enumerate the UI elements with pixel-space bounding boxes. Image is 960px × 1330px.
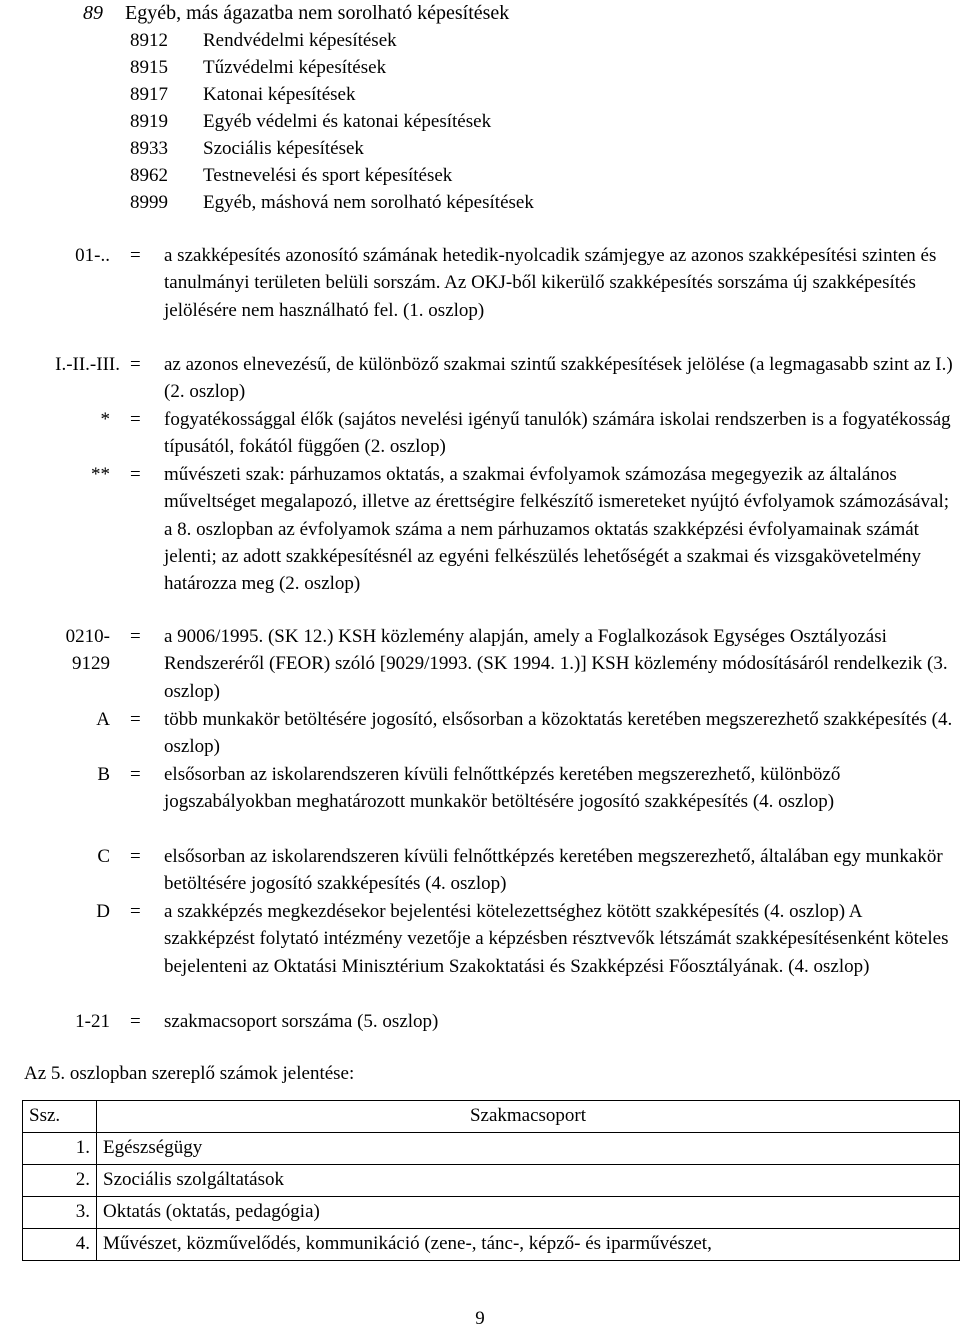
legend-text: elsősorban az iskolarendszeren kívüli felnőttképzés keretében megszerezhető, különböző jogszabályokban meghatározott munkakör betöltésére jogosító szakképesítés (4. oszlop) (164, 764, 841, 813)
sub-item-code: 8933 (130, 138, 168, 159)
sub-item-label: Katonai képesítések (203, 84, 356, 105)
legend-text: több munkakör betöltésére jogosító, elsősorban a közoktatás keretében megszerezhető szakképesítés (4. oszlop) (164, 709, 953, 758)
legend-equals: = (130, 245, 141, 266)
legend-key: D (96, 901, 110, 922)
legend-key: B (97, 764, 110, 785)
legend-equals: = (130, 764, 141, 785)
column-header-number: Ssz. (23, 1101, 97, 1133)
sub-item-code: 8962 (130, 165, 168, 186)
legend-text: a szakképesítés azonosító számának hetedik-nyolcadik számjegye az azonos szakképesítési szinten és tanulmányi területen belüli sorszám. Az OKJ-ből kikerülő szakképesítés sorszáma új szakképesítés jelölésére nem használható fel. (1. oszlop) (164, 245, 937, 321)
legend-text: a szakképzés megkezdésekor bejelentési kötelezettséghez kötött szakképesítés (4. oszlop) A szakképzést folytató intézmény vezetője a képzésben résztvevők létszámát szakképesítésenként köteles bejelenteni az Oktatási Minisztérium Szakoktatási és Szakképzési Főosztályának. (4. oszlop) (164, 901, 949, 977)
sub-item-label: Egyéb védelmi és katonai képesítések (203, 111, 492, 132)
legend-key: A (96, 709, 110, 730)
legend-equals: = (130, 1011, 141, 1032)
sub-item-label: Tűzvédelmi képesítések (203, 57, 387, 78)
legend-equals: = (130, 354, 141, 375)
legend-text: elsősorban az iskolarendszeren kívüli felnőttképzés keretében megszerezhető, általában egy munkakör betöltésére jogosító szakképesítés (4. oszlop) (164, 846, 943, 895)
legend-equals: = (130, 709, 141, 730)
sub-item-label: Testnevelési és sport képesítések (203, 165, 453, 186)
page-number: 9 (475, 1308, 485, 1329)
section-code: 89 (83, 2, 103, 24)
legend-key: 01-.. (75, 245, 110, 266)
row-number: 3. (23, 1197, 97, 1229)
row-group-name: Egészségügy (97, 1133, 960, 1165)
sub-item-code: 8915 (130, 57, 168, 78)
legend-key: I.-II.-III. (55, 354, 120, 375)
legend-equals: = (130, 846, 141, 867)
legend-equals: = (130, 626, 141, 647)
table-intro: Az 5. oszlopban szereplő számok jelentése: (24, 1063, 355, 1084)
legend-text: a 9006/1995. (SK 12.) KSH közlemény alapján, amely a Foglalkozások Egységes Osztályozási Rendszeréről (FEOR) szóló [9029/1993. (SK 1994. 1.)] KSH közlemény módosításáról rendelkezik (3. oszlop) (164, 626, 948, 702)
row-group-name: Oktatás (oktatás, pedagógia) (97, 1197, 960, 1229)
table-row (23, 1197, 960, 1229)
legend-text: fogyatékossággal élők (sajátos nevelési igényű tanulók) számára iskolai rendszerben is a fogyatékosság típusától, fokától függően (2. oszlop) (164, 409, 951, 458)
legend-key: C (97, 846, 110, 867)
legend-equals: = (130, 464, 141, 485)
table-header-row (23, 1101, 960, 1133)
sub-item-label: Rendvédelmi képesítések (203, 30, 397, 51)
table-row (23, 1165, 960, 1197)
table-row (23, 1133, 960, 1165)
legend-key: ** (91, 464, 110, 485)
sub-item-code: 8917 (130, 84, 168, 105)
professional-groups-table (22, 1100, 960, 1261)
row-group-name: Művészet, közművelődés, kommunikáció (zene-, tánc-, képző- és iparművészet, (97, 1229, 960, 1261)
legend-text: művészeti szak: párhuzamos oktatás, a szakmai évfolyamok számozása megegyezik az általános műveltséget megalapozó, illetve az érettségire felkészítő ismereteket nyújtó évfolyamok számozásával; a 8. oszlopban az évfolyamok száma a nem párhuzamos oktatás szakképzési évfolyamainak számát jelenti; az adott szakképesítésnél az egyéni felkészülés lehetőségét a szakmai és vizsgakövetelmény határozza meg (2. oszlop) (164, 464, 950, 595)
table-row (23, 1229, 960, 1261)
legend-key: 1-21 (75, 1011, 110, 1032)
legend-text: az azonos elnevezésű, de különböző szakmai szintű szakképesítések jelölése (a legmagasabb szint az I.) (2. oszlop) (164, 354, 953, 403)
legend-equals: = (130, 901, 141, 922)
section-title: Egyéb, más ágazatba nem sorolható képesítések (125, 2, 510, 24)
row-number: 4. (23, 1229, 97, 1261)
legend-text: szakmacsoport sorszáma (5. oszlop) (164, 1011, 439, 1032)
legend-key: 0210- 9129 (65, 626, 110, 675)
sub-item-label: Szociális képesítések (203, 138, 364, 159)
row-number: 2. (23, 1165, 97, 1197)
row-number: 1. (23, 1133, 97, 1165)
column-header-group: Szakmacsoport (97, 1101, 960, 1133)
legend-equals: = (130, 409, 141, 430)
legend-key: * (100, 409, 110, 430)
row-group-name: Szociális szolgáltatások (97, 1165, 960, 1197)
sub-item-label: Egyéb, máshová nem sorolható képesítések (203, 192, 534, 213)
sub-item-code: 8999 (130, 192, 168, 213)
sub-item-code: 8919 (130, 111, 168, 132)
sub-item-code: 8912 (130, 30, 168, 51)
